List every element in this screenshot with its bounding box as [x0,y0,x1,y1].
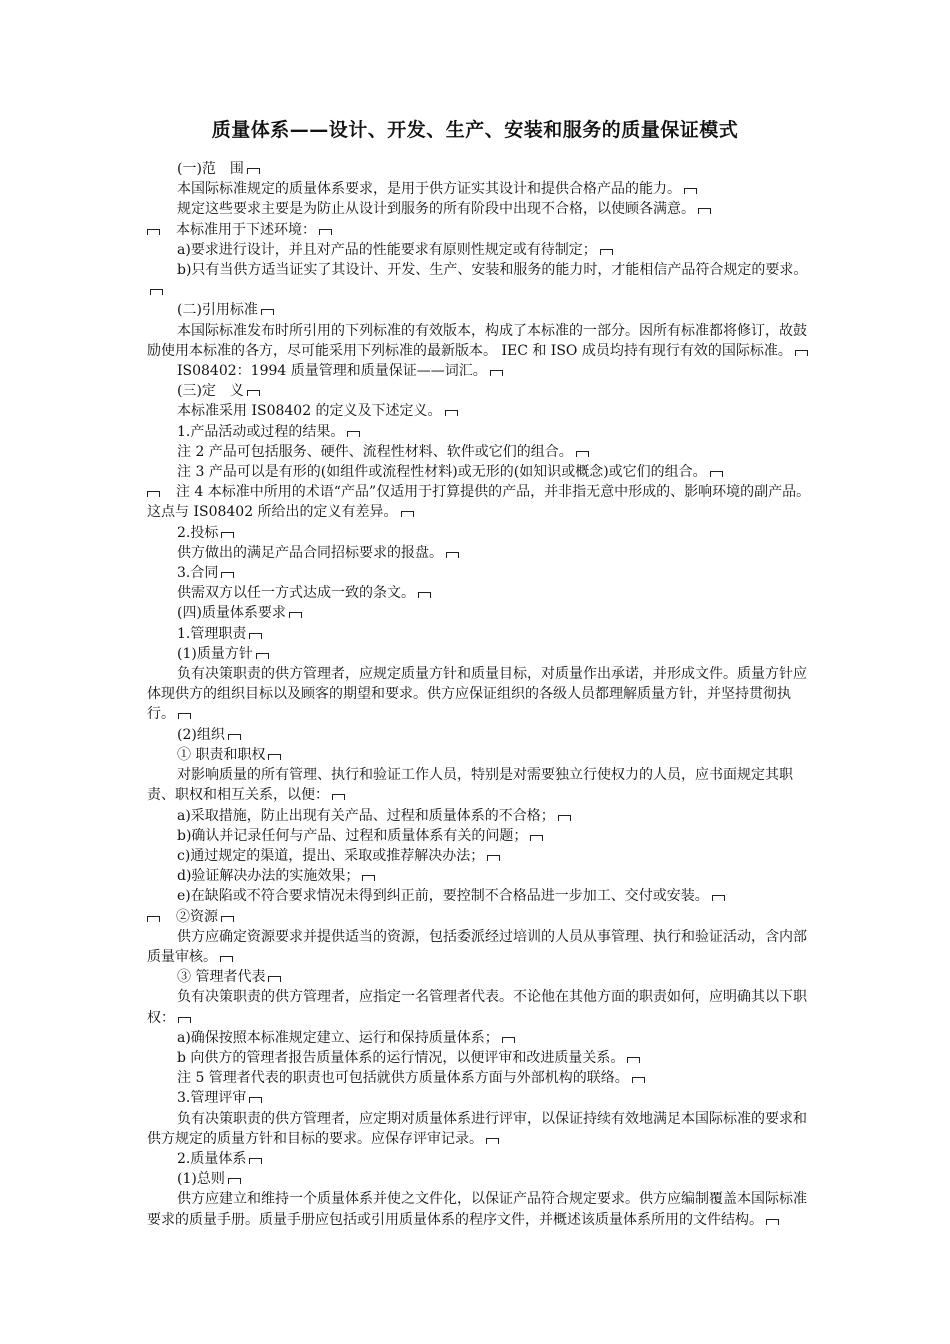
paragraph [147,1169,815,1189]
paragraph-text: 3.管理评审 [177,1090,247,1107]
paragraph-text: (二)引用标准 [177,302,258,319]
paragraph [147,866,815,886]
paragraph [147,583,815,603]
paragraph [147,523,815,543]
paragraph-mark-icon [147,491,160,497]
paragraph-mark-icon [221,916,234,922]
paragraph-mark-icon [228,734,241,740]
paragraph [147,907,815,927]
paragraph-text: a)确保按照本标准规定建立、运行和保持质量体系； [177,1029,499,1046]
paragraph-mark-icon [418,592,431,598]
paragraph-mark-icon [362,875,375,881]
paragraph-mark-icon [632,1077,645,1083]
paragraph [147,321,815,361]
paragraph-mark-icon [249,633,262,639]
paragraph-text: a)采取措施，防止出现有关产品、过程和质量体系的不合格； [177,807,555,824]
paragraph-mark-icon [487,855,500,861]
paragraph-text: 本国际标准规定的质量体系要求，是用于供方证实其设计和提供合格产品的能力。 [177,181,681,198]
paragraph-mark-icon [221,532,234,538]
paragraph-mark-icon [249,1158,262,1164]
paragraph [147,381,815,401]
paragraph [147,240,815,260]
paragraph-mark-icon [490,370,503,376]
paragraph-mark-icon [319,229,332,235]
paragraph-mark-icon [347,431,360,437]
paragraph [147,846,815,866]
paragraph-mark-icon [558,815,571,821]
paragraph-text: ① 职责和职权 [177,746,266,763]
paragraph-text: 供方做出的满足产品合同招标要求的报盘。 [177,544,443,561]
paragraph-text: b)只有当供方适当证实了其设计、开发、生产、安装和服务的能力时，才能相信产品符合规定的要求。 [177,262,808,279]
paragraph [147,886,815,906]
paragraph-text: 负有决策职责的供方管理者，应规定质量方针和质量目标，对质量作出承诺，并形成文件。质量方针应体现供方的组织目标以及顾客的期望和要求。供方应保证组织的各级人员都理解质量方针，并坚持贯彻执行。 [147,666,807,723]
paragraph-mark-icon [247,168,260,174]
paragraph-text: 注 2 产品可包括服务、硬件、流程性材料、软件或它们的组合。 [177,443,573,460]
paragraph-mark-icon [268,976,281,982]
paragraph-mark-icon [446,552,459,558]
paragraph [147,987,815,1027]
paragraph [147,927,815,967]
paragraph-text: ③ 管理者代表 [177,969,266,986]
paragraph-text: (2)组织 [177,726,225,743]
paragraph [147,765,815,805]
paragraph-mark-icon [147,229,160,235]
paragraph [147,422,815,442]
paragraph [147,1068,815,1088]
paragraph-mark-icon [228,1178,241,1184]
paragraph-text: 注 5 管理者代表的职责也可包括就供方质量体系方面与外部机构的联络。 [177,1070,629,1087]
paragraph-text: 本标准用于下述环境： [176,221,316,238]
paragraph-text: 1.产品活动或过程的结果。 [177,423,345,440]
paragraph-text: (一)范 围 [177,161,244,177]
paragraph [147,826,815,846]
paragraph-mark-icon [220,956,233,962]
paragraph-text: 负有决策职责的供方管理者，应定期对质量体系进行评审，以保证持续有效地满足本国际标准的要求和供方规定的质量方针和目标的要求。应保存评审记录。 [147,1110,807,1147]
paragraph-mark-icon [712,895,725,901]
paragraph [147,543,815,563]
paragraph-text: b 向供方的管理者报告质量体系的运行情况，以便评审和改进质量关系。 [177,1049,625,1066]
paragraph-mark-icon [247,390,260,396]
paragraph-text: 供需双方以任一方式达成一致的条文。 [177,585,415,602]
paragraph-mark-icon [332,794,345,800]
paragraph [147,725,815,745]
document-title: 质量体系——设计、开发、生产、安装和服务的质量保证模式 [211,119,739,141]
paragraph-mark-icon [576,451,589,457]
paragraph [147,603,815,623]
paragraph [147,482,815,522]
paragraph-mark-icon [766,1219,779,1225]
paragraph-text: 对影响质量的所有管理、执行和验证工作人员，特别是对需要独立行使权力的人员，应书面规定其职责、职权和相互关系，以便： [147,767,793,804]
paragraph-mark-icon [221,572,234,578]
paragraph [147,361,815,381]
paragraph-text: 注 4 本标准中所用的术语“产品”仅适用于打算提供的产品，并非指无意中形成的、影响环境的副产品。这点与 IS08402 所给出的定义有差异。 [147,484,811,521]
paragraph-text: 负有决策职责的供方管理者，应指定一名管理者代表。不论他在其他方面的职责如何，应明确其以下职权： [147,989,807,1026]
paragraph-text: (1)质量方针 [177,645,253,662]
paragraph-text: b)确认并记录任何与产品、过程和质量体系有关的问题； [177,827,528,844]
paragraph-text: 供方应确定资源要求并提供适当的资源，包括委派经过培训的人员从事管理、执行和验证活动，含内部质量审核。 [147,928,807,965]
paragraph-mark-icon [530,835,543,841]
paragraph-text: ②资源 [176,908,218,925]
paragraph-text: a)要求进行设计，并且对产品的性能要求有原则性规定或有待制定； [177,241,597,258]
paragraph-text: (三)定 义 [177,383,244,400]
paragraph [147,1048,815,1068]
paragraph [147,401,815,421]
paragraph-mark-icon [178,1017,191,1023]
paragraph-text: 3.合同 [177,565,219,582]
paragraph-text: c)通过规定的渠道，提出、采取或推荐解决办法； [177,847,485,864]
paragraph [147,1189,815,1229]
paragraph [147,563,815,583]
paragraph [147,1109,815,1149]
paragraph [147,664,815,725]
document-body [147,159,815,1230]
paragraph-text: (1)总则 [177,1171,225,1188]
paragraph-mark-icon [445,410,458,416]
paragraph-text: IS08402：1994 质量管理和质量保证——词汇。 [177,363,487,380]
paragraph-text: 2.质量体系 [177,1150,247,1167]
paragraph-mark-icon [502,1037,515,1043]
paragraph-mark-icon [256,653,269,659]
paragraph [147,1028,815,1048]
paragraph [147,199,815,219]
paragraph-text: e)在缺陷或不符合要求情况未得到纠正前，要控制不合格品进一步加工、交付或安装。 [177,888,709,905]
paragraph [147,1088,815,1108]
paragraph-mark-icon [698,208,711,214]
paragraph-mark-icon [289,612,302,618]
paragraph-mark-icon [249,1097,262,1103]
paragraph-mark-icon [795,350,808,356]
paragraph-text: 1.管理职责 [177,625,247,642]
paragraph [147,644,815,664]
paragraph [147,179,815,199]
paragraph [147,967,815,987]
paragraph [147,300,815,320]
paragraph-mark-icon [150,289,163,295]
paragraph-mark-icon [627,1057,640,1063]
paragraph [147,745,815,765]
paragraph-mark-icon [261,309,274,315]
paragraph-text: 注 3 产品可以是有形的(如组件或流程性材料)或无形的(如知识或概念)或它们的组合。 [177,464,707,481]
paragraph-mark-icon [600,249,613,255]
paragraph-mark-icon [486,1138,499,1144]
paragraph-mark-icon [710,471,723,477]
paragraph-text: 本国际标准发布时所引用的下列标准的有效版本，构成了本标准的一部分。因所有标准都将修订，故鼓励使用本标准的各方，尽可能采用下列标准的最新版本。 IEC 和 ISO 成员均持有现行有效的国际标准。 [147,322,807,359]
paragraph [147,260,815,300]
paragraph-text: d)验证解决办法的实施效果； [177,868,360,885]
paragraph [147,806,815,826]
paragraph-text: (四)质量体系要求 [177,605,286,622]
paragraph-text: 供方应建立和维持一个质量体系并使之文件化，以保证产品符合规定要求。供方应编制覆盖本国际标准要求的质量手册。质量手册应包括或引用质量体系的程序文件，并概述该质量体系所用的文件结构。 [147,1191,807,1228]
paragraph [147,462,815,482]
paragraph-mark-icon [401,511,414,517]
paragraph [147,159,815,179]
paragraph-text: 本标准采用 IS08402 的定义及下述定义。 [177,403,442,420]
paragraph-text: 2.投标 [177,524,219,541]
paragraph-mark-icon [147,916,160,922]
paragraph-mark-icon [178,713,191,719]
paragraph [147,442,815,462]
paragraph [147,220,815,240]
paragraph [147,1149,815,1169]
paragraph [147,624,815,644]
paragraph-mark-icon [684,188,697,194]
paragraph-text: 规定这些要求主要是为防止从设计到服务的所有阶段中出现不合格，以使顾各满意。 [177,201,695,218]
paragraph-mark-icon [268,754,281,760]
